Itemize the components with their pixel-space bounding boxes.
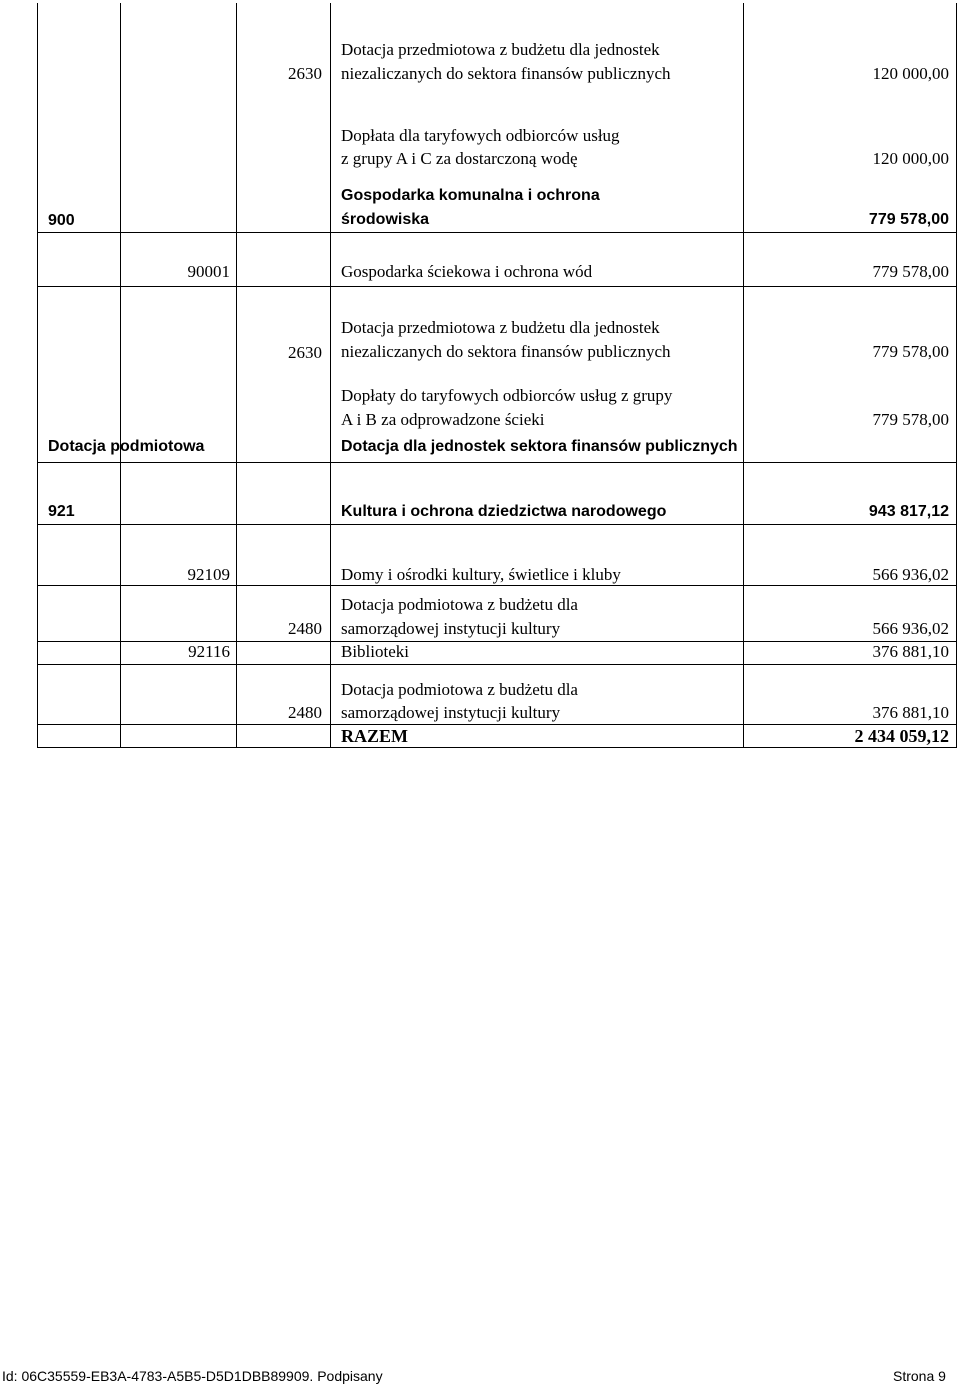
document-id-footer: Id: 06C35559-EB3A-4783-A5B5-D5D1DBB89909. Podpisany: [2, 1368, 383, 1384]
row-divider: [37, 524, 957, 525]
chapter-title: Biblioteki: [341, 642, 409, 661]
chapter-title: Gospodarka ściekowa i ochrona wód: [341, 262, 593, 281]
paragraph-code: 2480: [288, 703, 322, 722]
row-amount: 376 881,10: [872, 703, 949, 722]
section-code: 900: [48, 212, 75, 229]
chapter-code: 92116: [188, 642, 230, 661]
chapter-amount: 779 578,00: [872, 262, 949, 281]
row-description-line2: niezaliczanych do sektora finansów publicznych: [341, 64, 671, 83]
row-divider: [37, 286, 957, 287]
row-description-line1: Dotacja przedmiotowa z budżetu dla jednostek: [341, 40, 660, 59]
chapter-title: Domy i ośrodki kultury, świetlice i kluby: [341, 565, 621, 584]
row-description-line2: niezaliczanych do sektora finansów publicznych: [341, 342, 671, 361]
chapter-amount: 566 936,02: [872, 565, 949, 584]
chapter-code: 92109: [187, 565, 230, 584]
row-description-line1: Dopłata dla taryfowych odbiorców usług: [341, 126, 620, 145]
section-title-line2: środowiska: [341, 211, 430, 228]
row-description-line1: Dotacja przedmiotowa z budżetu dla jednostek: [341, 318, 660, 337]
chapter-amount: 376 881,10: [872, 642, 949, 661]
row-divider: [37, 462, 957, 463]
row-description-line2: samorządowej instytucji kultury: [341, 619, 561, 638]
subsidy-description: Dotacja dla jednostek sektora finansów publicznych: [341, 438, 738, 455]
section-code: 921: [48, 503, 75, 520]
row-divider: [37, 664, 957, 665]
row-description-line2: samorządowej instytucji kultury: [341, 703, 561, 722]
row-divider: [37, 232, 957, 233]
section-title-line1: Gospodarka komunalna i ochrona: [341, 187, 600, 204]
row-amount: 566 936,02: [872, 619, 949, 638]
row-description-line1: Dotacja podmiotowa z budżetu dla: [341, 595, 578, 614]
column-divider-3: [330, 3, 331, 747]
table-border-left: [37, 3, 38, 747]
section-title: Kultura i ochrona dziedzictwa narodowego: [341, 503, 667, 520]
row-amount: 779 578,00: [872, 410, 949, 429]
subsidy-type-label: Dotacja podmiotowa: [48, 438, 205, 455]
total-amount: 2 434 059,12: [854, 726, 949, 746]
column-divider-1: [120, 3, 121, 747]
paragraph-code: 2480: [288, 619, 322, 638]
page-number: Strona 9: [893, 1368, 946, 1384]
row-amount: 120 000,00: [872, 149, 949, 168]
row-description-line2: z grupy A i C za dostarczoną wodę: [341, 149, 578, 168]
section-amount: 779 578,00: [868, 211, 949, 228]
row-description-line1: Dopłaty do taryfowych odbiorców usług z grupy: [341, 386, 673, 405]
paragraph-code: 2630: [288, 64, 322, 83]
row-amount: 120 000,00: [872, 64, 949, 83]
paragraph-code: 2630: [288, 343, 322, 362]
row-description-line1: Dotacja podmiotowa z budżetu dla: [341, 680, 578, 699]
section-amount: 943 817,12: [868, 503, 949, 520]
table-border-right: [956, 3, 957, 747]
row-amount: 779 578,00: [872, 342, 949, 361]
total-label: RAZEM: [341, 726, 408, 746]
chapter-code: 90001: [187, 262, 230, 281]
row-description-line2: A i B za odprowadzone ścieki: [341, 410, 545, 429]
